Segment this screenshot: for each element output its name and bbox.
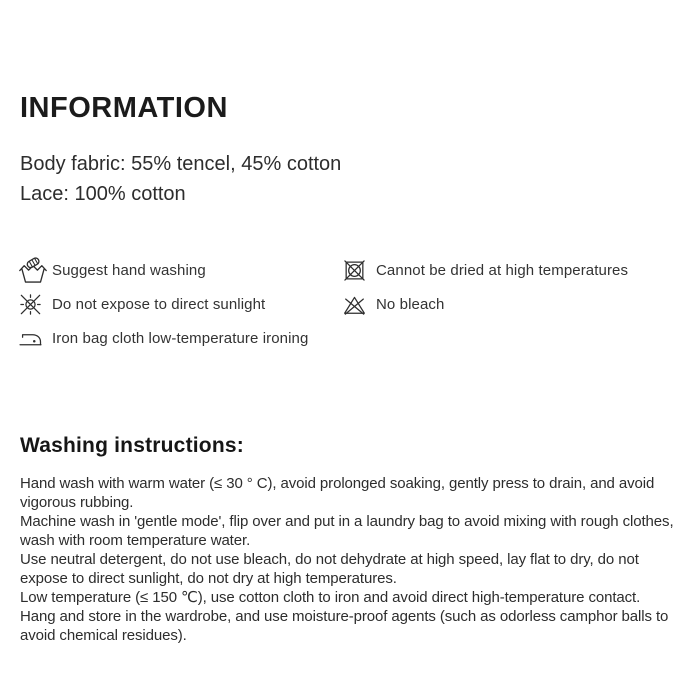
hand-wash-icon (18, 257, 52, 285)
washing-instructions-heading: Washing instructions: (20, 433, 244, 457)
fabric-body-line: Body fabric: 55% tencel, 45% cotton (20, 152, 342, 175)
iron-low-temperature-icon (18, 326, 52, 351)
washing-instruction-line: Low temperature (≤ 150 ℃), use cotton cloth to iron and avoid direct high-temperature contact. (20, 588, 641, 606)
care-column-right (342, 257, 700, 359)
care-label: No bleach (376, 296, 445, 314)
care-item-iron-low (18, 325, 342, 353)
care-label: Do not expose to direct sunlight (52, 296, 266, 314)
washing-instruction-line: Hang and store in the wardrobe, and use moisture-proof agents (such as odorless camphor balls to avoid chemical residues). (20, 607, 669, 644)
care-label: Suggest hand washing (52, 262, 206, 280)
no-sunlight-icon (18, 292, 52, 317)
care-item-no-tumble-dry (342, 257, 700, 285)
fabric-composition (20, 149, 700, 209)
no-bleach-icon (342, 292, 376, 317)
page-title: INFORMATION (20, 92, 228, 124)
washing-instruction-line: Use neutral detergent, do not use bleach, do not dehydrate at high speed, lay flat to dry, do not expose to direct sunlight, do not dry at high temperatures. (20, 550, 639, 587)
care-item-hand-wash (18, 257, 342, 285)
washing-instructions-body (20, 474, 675, 645)
fabric-lace-line: Lace: 100% cotton (20, 182, 186, 205)
care-item-no-bleach (342, 291, 700, 319)
care-item-no-sunlight (18, 291, 342, 319)
care-symbols-section (18, 257, 700, 359)
care-column-left (18, 257, 342, 359)
washing-instruction-line: Machine wash in 'gentle mode', flip over and put in a laundry bag to avoid mixing with rough clothes, wash with room temperature water. (20, 512, 674, 549)
washing-instruction-line: Hand wash with warm water (≤ 30 ° C), avoid prolonged soaking, gently press to drain, and avoid vigorous rubbing. (20, 474, 655, 511)
care-label: Cannot be dried at high temperatures (376, 262, 629, 280)
no-tumble-dry-icon (342, 258, 376, 283)
care-label: Iron bag cloth low-temperature ironing (52, 330, 309, 348)
